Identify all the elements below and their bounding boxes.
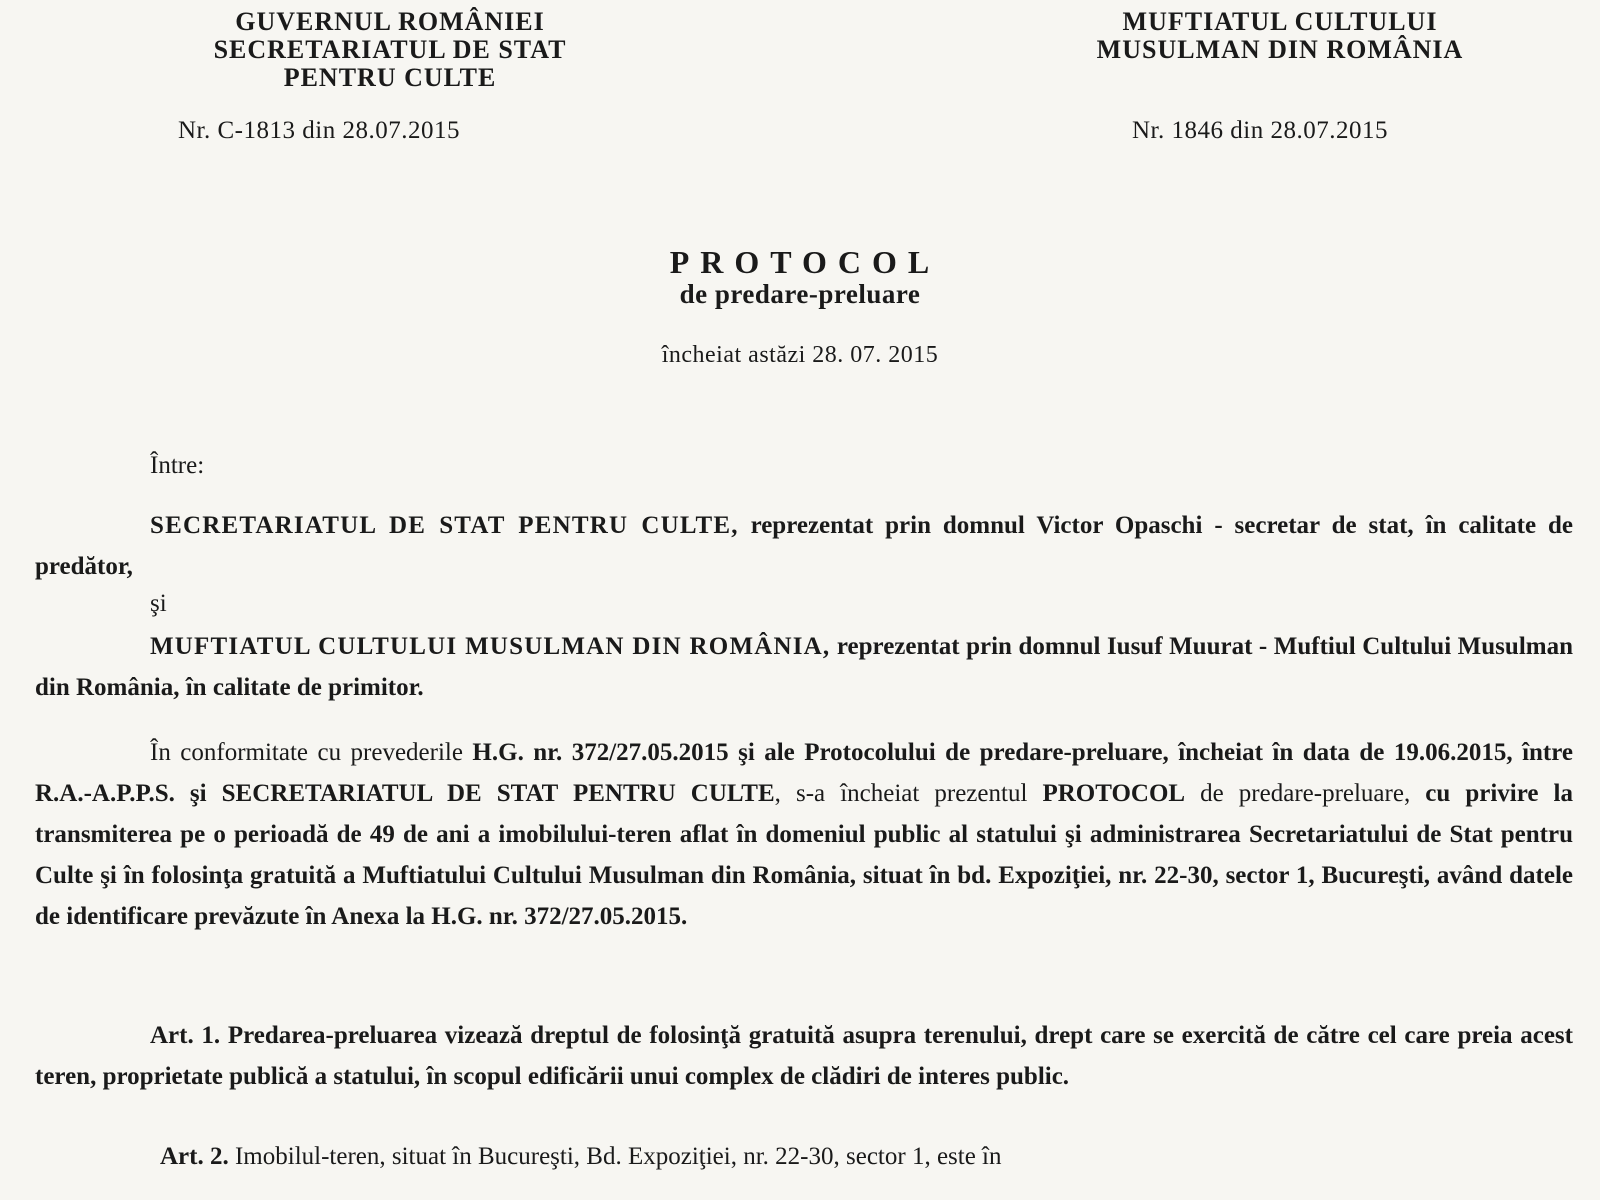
main-text-1: În conformitate cu prevederile <box>150 739 473 766</box>
document-subtitle: de predare-preluare <box>679 279 921 309</box>
header-right <box>1010 8 1550 64</box>
document-date: încheiat astăzi 28. 07. 2015 <box>661 342 939 368</box>
registration-number-left: Nr. C-1813 din 28.07.2015 <box>178 117 460 144</box>
party-1-name: SECRETARIATUL DE STAT PENTRU CULTE, <box>150 512 739 539</box>
article-2 <box>35 1136 1573 1177</box>
party-2-details: reprezentat prin domnul Iusuf Muurat - Muftiul Cultului Musulman din România, în calitate de primitor. <box>35 633 1573 701</box>
party-2-name: MUFTIATUL CULTULUI MUSULMAN DIN ROMÂNIA, <box>150 633 831 660</box>
si-conjunction: şi <box>150 590 167 617</box>
party-2-paragraph <box>35 626 1573 708</box>
header-right-line: MUSULMAN DIN ROMÂNIA <box>1096 35 1464 64</box>
header-right-line: MUFTIATUL CULTULUI <box>1122 7 1438 36</box>
main-bold-1: H.G. nr. 372/27.05.2015 şi ale Protocolului de predare-preluare, încheiat în data de 19.06.2015, între R.A.-A.P.P.S. şi SECRETARIATUL DE STAT PENTRU CULTE <box>35 739 1573 807</box>
main-bold-3: cu privire la transmiterea pe o perioadă de 49 de ani a imobilului-teren aflat în domeniul public al statului şi administrarea Secretariatului de Stat pentru Culte şi în folosinţa gratuită a Muftiatului Cultului Musulman din România, situat în bd. Expoziţiei, nr. 22-30, sector 1, Bucureşti, având datele de identificare prevăzute în Anexa la H.G. nr. 372/27.05.2015. <box>35 780 1573 930</box>
header-left-line: GUVERNUL ROMÂNIEI <box>235 7 545 36</box>
main-bold-2: PROTOCOL <box>1042 780 1186 807</box>
article-1 <box>35 1015 1573 1097</box>
main-paragraph <box>35 732 1573 937</box>
header-left <box>140 8 640 92</box>
header-left-line: PENTRU CULTE <box>283 63 497 92</box>
party-1-paragraph <box>35 505 1573 587</box>
document-title: PROTOCOL <box>669 244 941 280</box>
main-text-3: de predare-preluare, <box>1185 780 1426 807</box>
header-left-line: SECRETARIATUL DE STAT <box>213 35 567 64</box>
article-1-text: Art. 1. Predarea-preluarea vizează dreptul de folosinţă gratuită asupra terenului, drept care se exercită de către cel care preia acest teren, proprietate publică a statului, în scopul edificării unui complex de clădiri de interes public. <box>35 1022 1573 1090</box>
intre-label: Între: <box>150 452 205 479</box>
article-2-text: Imobilul-teren, situat în Bucureşti, Bd. Expoziţiei, nr. 22-30, sector 1, este în <box>228 1143 1002 1170</box>
party-1-details: reprezentat prin domnul Victor Opaschi - secretar de stat, în calitate de predător, <box>35 512 1573 580</box>
registration-number-right: Nr. 1846 din 28.07.2015 <box>1132 117 1388 144</box>
article-2-label: Art. 2. <box>160 1143 229 1170</box>
main-text-2: , s-a încheiat prezentul <box>774 780 1043 807</box>
